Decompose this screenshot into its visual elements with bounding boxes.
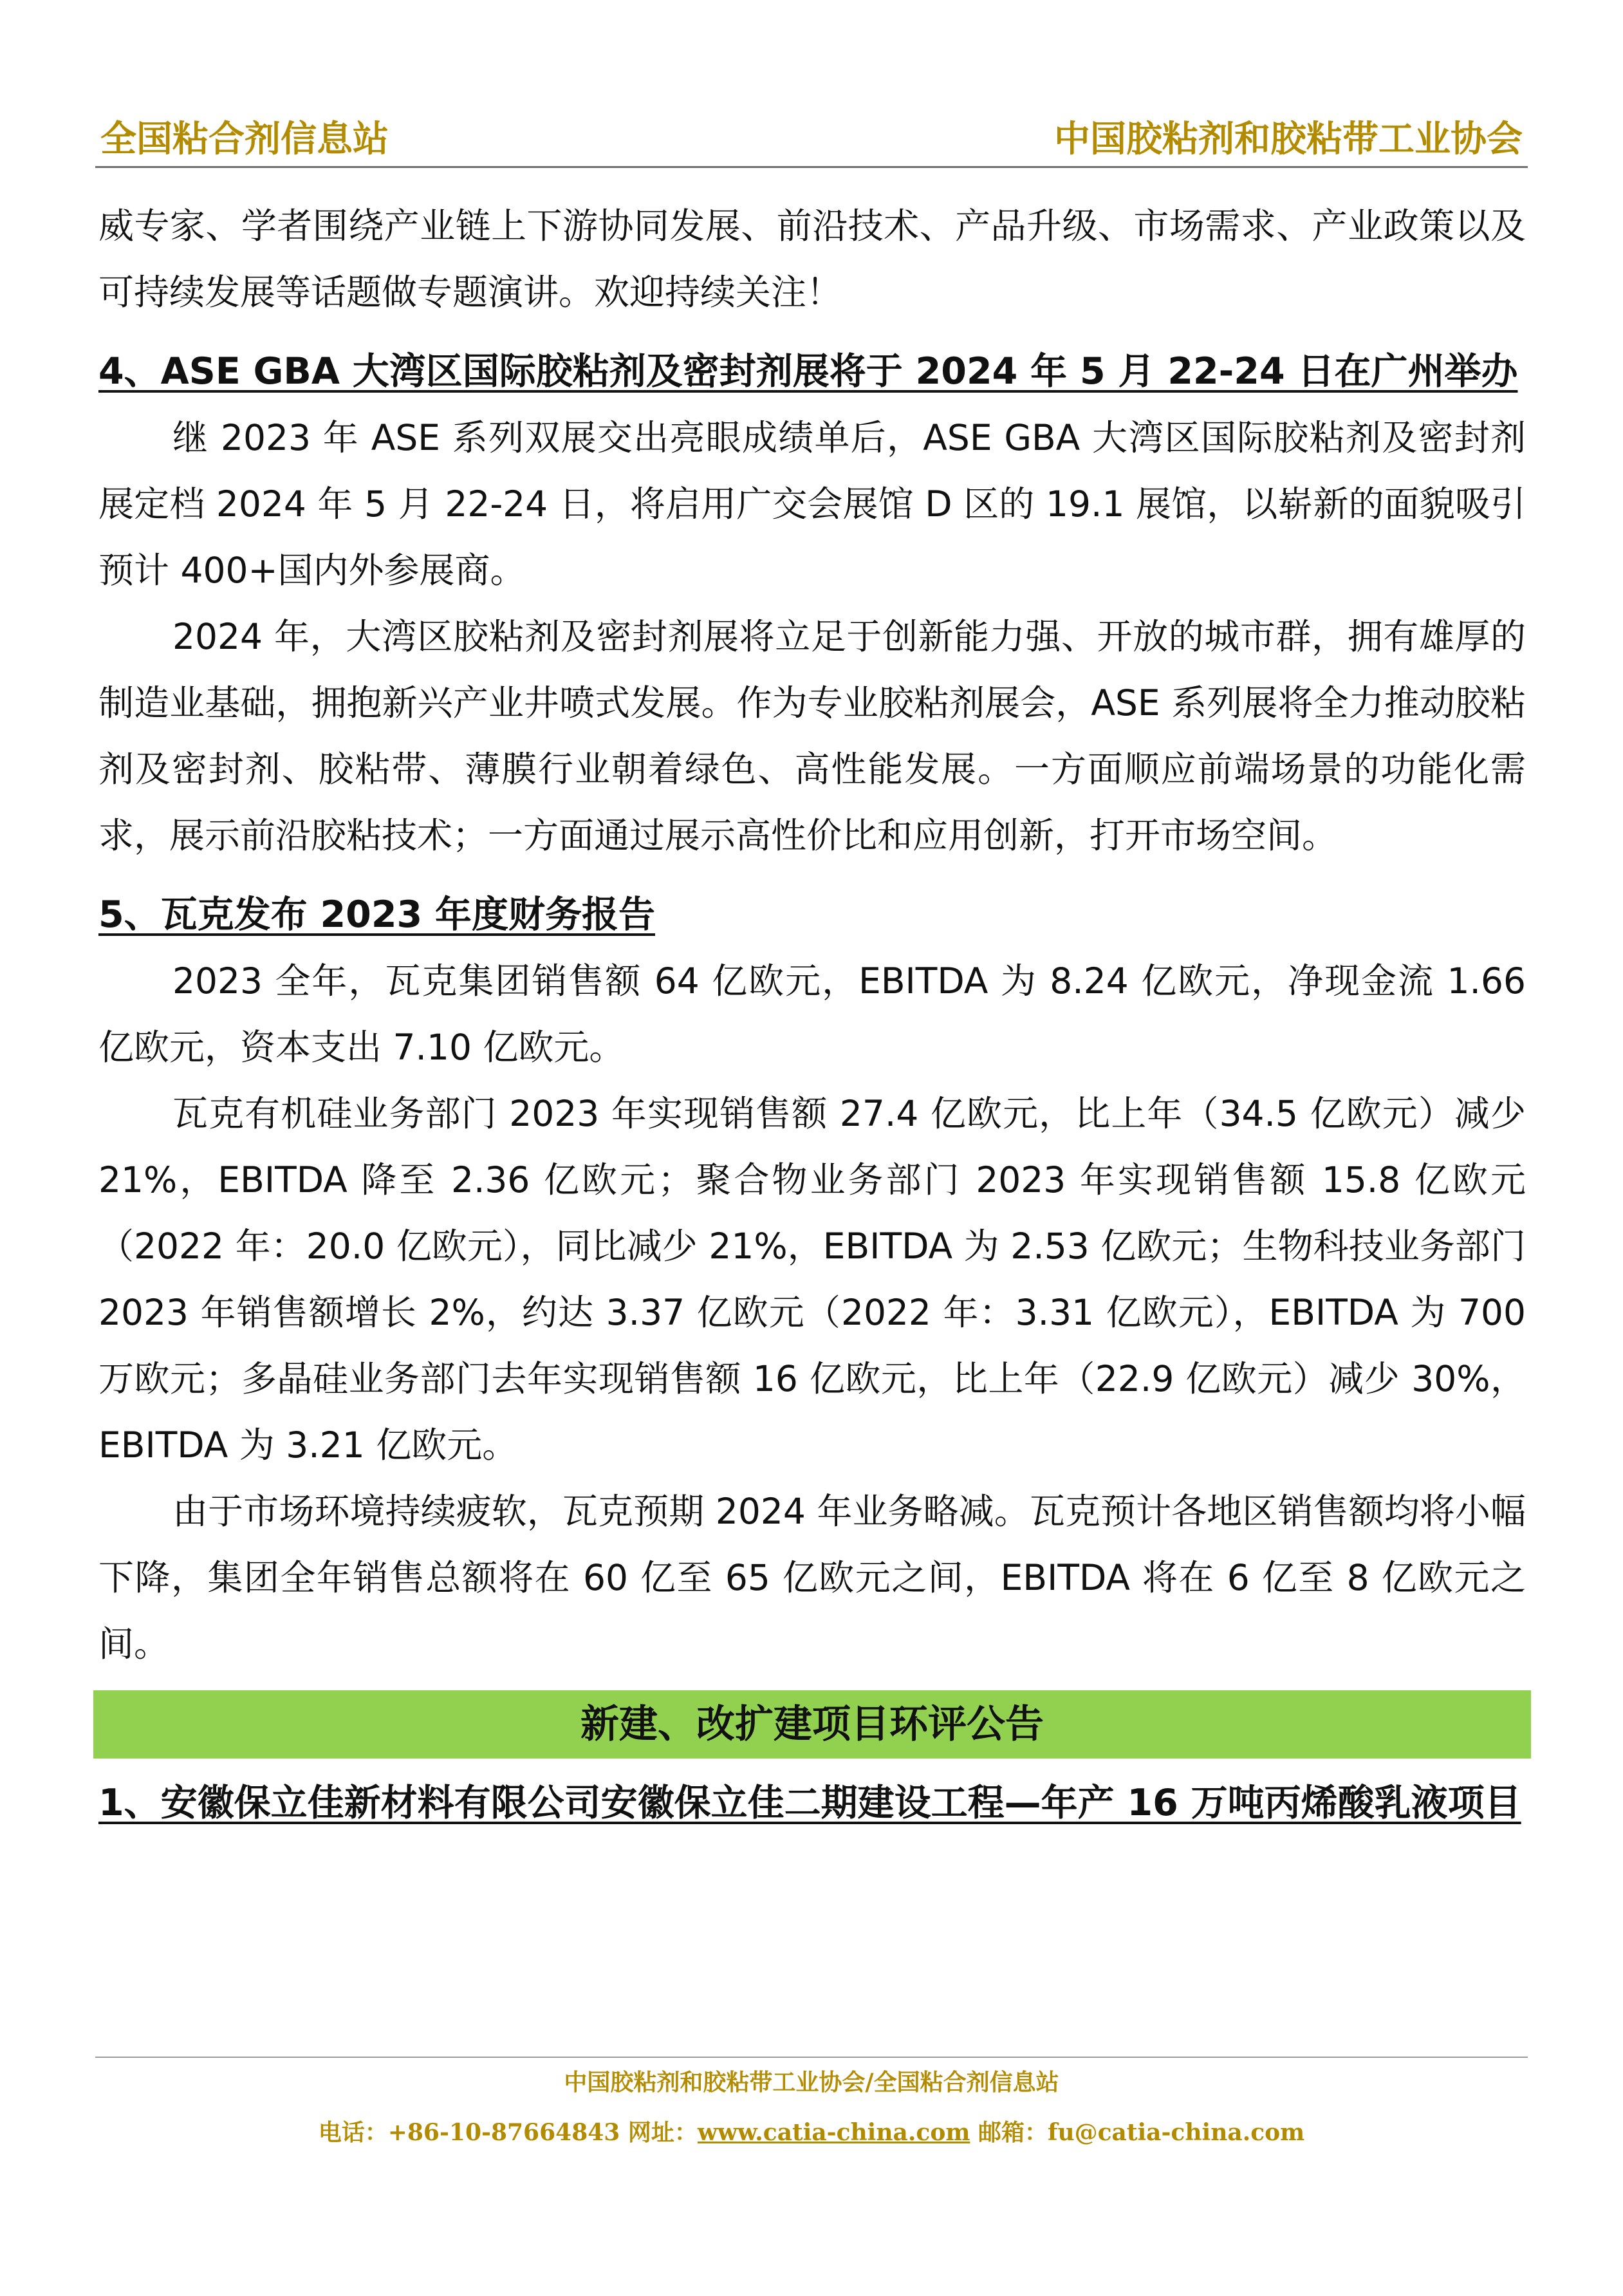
page-header	[95, 115, 1528, 168]
intro-paragraph: 威专家、学者围绕产业链上下游协同发展、前沿技术、产品升级、市场需求、产业政策以及可持续发展等话题做专题演讲。欢迎持续关注！	[98, 205, 1526, 313]
section-5-paragraph-1: 2023 全年，瓦克集团销售额 64 亿欧元，EBITDA 为 8.24 亿欧元，净现金流 1.66 亿欧元，资本支出 7.10 亿欧元。	[98, 960, 1526, 1068]
section-4-paragraph-2: 2024 年，大湾区胶粘剂及密封剂展将立足于创新能力强、开放的城市群，拥有雄厚的制造业基础，拥抱新兴产业井喷式发展。作为专业胶粘剂展会，ASE 系列展将全力推动胶粘剂及密封剂、胶粘带、薄膜行业朝着绿色、高性能发展。一方面顺应前端场景的功能化需求，展示前沿胶粘技术；一方面通过展示高性价比和应用创新，打开市场空间。	[98, 616, 1526, 856]
env-project-1-title: 1、安徽保立佳新材料有限公司安徽保立佳二期建设工程—年产 16 万吨丙烯酸乳液项目	[98, 1782, 1521, 1824]
section-4-paragraph-1: 继 2023 年 ASE 系列双展交出亮眼成绩单后，ASE GBA 大湾区国际胶粘剂及密封剂展定档 2024 年 5 月 22-24 日，将启用广交会展馆 D 区的 19.1 展馆，以崭新的面貌吸引预计 400+国内外参展商。	[98, 417, 1526, 591]
header-association-name: 中国胶粘剂和胶粘带工业协会	[1054, 118, 1523, 160]
footer-divider	[95, 2057, 1528, 2058]
footer-website-link[interactable]: www.catia-china.com	[697, 2119, 970, 2146]
document-body	[98, 193, 1526, 1836]
section-banner: 新建、改扩建项目环评公告	[93, 1690, 1531, 1759]
footer-email: 邮箱：fu@catia-china.com	[970, 2119, 1305, 2146]
section-5-paragraph-2: 瓦克有机硅业务部门 2023 年实现销售额 27.4 亿欧元，比上年（34.5 亿欧元）减少 21%，EBITDA 降至 2.36 亿欧元；聚合物业务部门 2023 年实现销售额 15.8 亿欧元（2022 年：20.0 亿欧元），同比减少 21%，EBITDA 为 2.53 亿欧元；生物科技业务部门 2023 年销售额增长 2%，约达 3.37 亿欧元（2022 年：3.31 亿欧元），EBITDA 为 700 万欧元；多晶硅业务部门去年实现销售额 16 亿欧元，比上年（22.9 亿欧元）减少 30%，EBITDA 为 3.21 亿欧元。	[98, 1093, 1526, 1466]
footer-contact	[0, 2116, 1623, 2149]
section-4-title: 4、ASE GBA 大湾区国际胶粘剂及密封剂展将于 2024 年 5 月 22-24 日在广州举办	[98, 350, 1518, 393]
header-site-name: 全国粘合剂信息站	[100, 118, 389, 160]
section-5-paragraph-3: 由于市场环境持续疲软，瓦克预期 2024 年业务略减。瓦克预计各地区销售额均将小幅下降，集团全年销售总额将在 60 亿至 65 亿欧元之间，EBITDA 将在 6 亿至 8 亿欧元之间。	[98, 1491, 1526, 1665]
footer-phone: 电话：+86-10-87664843 网址：	[318, 2119, 698, 2146]
footer-organization: 中国胶粘剂和胶粘带工业协会/全国粘合剂信息站	[564, 2069, 1059, 2096]
section-5-title: 5、瓦克发布 2023 年度财务报告	[98, 893, 655, 936]
